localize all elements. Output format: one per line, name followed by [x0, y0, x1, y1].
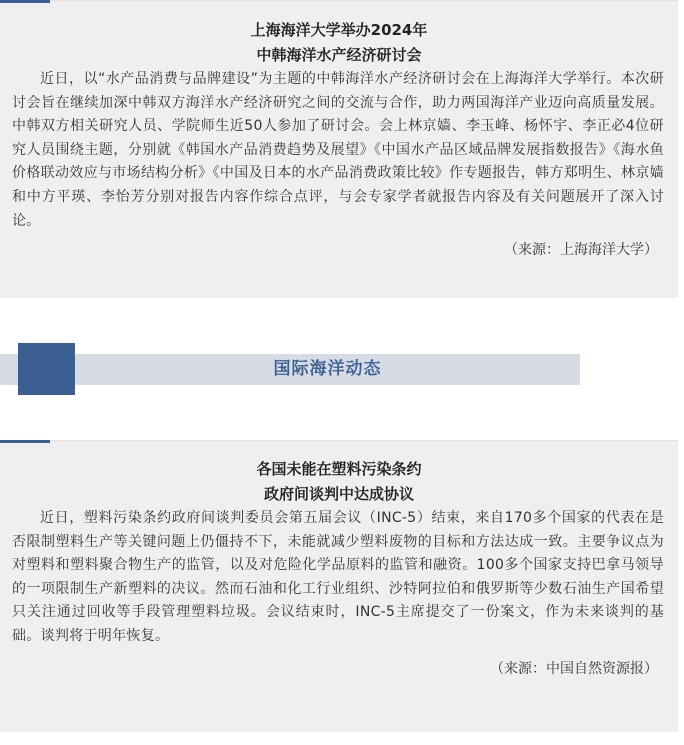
news-card-shanghai-ocean-university	[0, 0, 678, 298]
article-source: （来源：上海海洋大学）	[504, 242, 658, 259]
news-card-plastic-treaty	[0, 440, 678, 732]
section-header-international-ocean-news	[0, 343, 580, 395]
section-header-block	[18, 343, 75, 395]
article-title-line-1: 上海海洋大学举办2024年	[250, 21, 428, 39]
article-body: 近日，塑料污染条约政府间谈判委员会第五届会议（INC-5）结束，来自170多个国家的代表在是否限制塑料生产等关键问题上仍僵持不下，未能就减少塑料废物的目标和方法达成一致。主要争议点为对塑料和塑料聚合物生产的监管，以及对危险化学品原料的监管和融资。100多个国家支持巴拿马领导的一项限制生产新塑料的决议。然而石油和化工行业组织、沙特阿拉伯和俄罗斯等少数石油生产国希望只关注通过回收等手段管理塑料垃圾。会议结束时，INC-5主席提交了一份案文，作为未来谈判的基础。谈判将于明年恢复。	[12, 510, 664, 644]
article-title-line-2: 政府间谈判中达成协议	[263, 485, 414, 503]
section-title: 国际海洋动态	[273, 359, 382, 379]
article-body: 近日，以“水产品消费与品牌建设”为主题的中韩海洋水产经济研讨会在上海海洋大学举行。本次研讨会旨在继续加深中韩双方海洋水产经济研究之间的交流与合作，助力两国海洋产业迈向高质量发展。中韩双方相关研究人员、学院师生近50人参加了研讨会。会上林京嫱、李玉峰、杨怀宇、李正必4位研究人员围绕主题，分别就《韩国水产品消费趋势及展望》《中国水产品区域品牌发展指数报告》《海水鱼价格联动效应与市场结构分析》《中国及日本的水产品消费政策比较》作专题报告，韩方郑明生、林京嫱和中方平瑛、李怡芳分别对报告内容作综合点评，与会专家学者就报告内容及有关问题展开了深入讨论。	[12, 71, 664, 229]
article-title-line-2: 中韩海洋水产经济研讨会	[256, 46, 422, 64]
card-accent-line	[0, 0, 50, 3]
card-accent-line	[0, 440, 50, 443]
article-source: （来源：中国自然资源报）	[490, 660, 658, 677]
article-title-line-1: 各国未能在塑料污染条约	[256, 460, 422, 478]
